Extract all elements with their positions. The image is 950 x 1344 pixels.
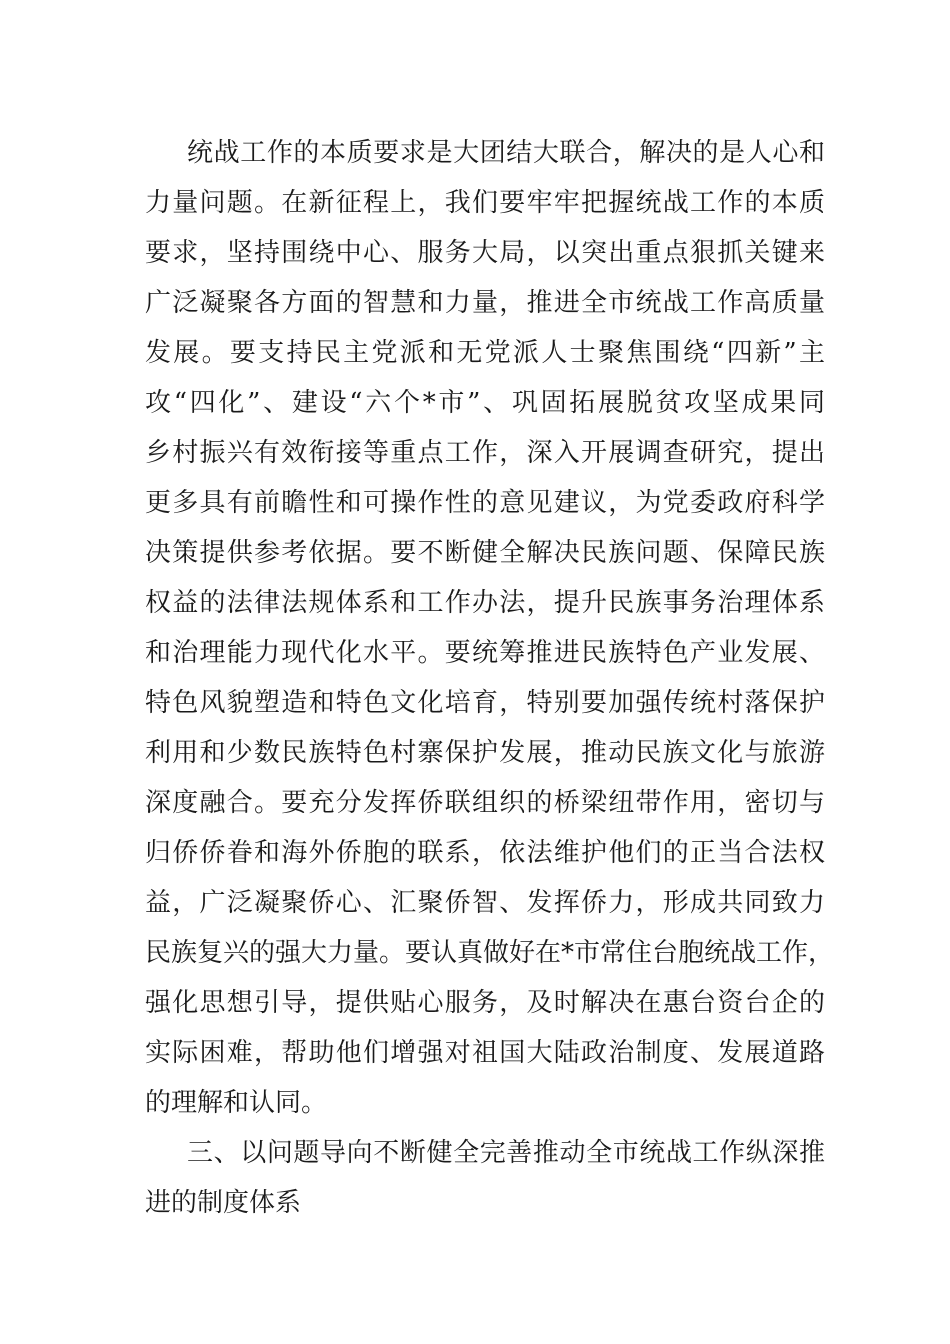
document-body bbox=[145, 128, 835, 1228]
heading-line: 进的制度体系 bbox=[145, 1188, 302, 1218]
text-line: 统战工作的本质要求是大团结大联合，解决的是人心和 bbox=[187, 138, 825, 168]
text-line: 深度融合。要充分发挥侨联组织的桥梁纽带作用，密切与 bbox=[145, 788, 825, 818]
heading-line: 三、以问题导向不断健全完善推动全市统战工作纵深推 bbox=[187, 1138, 825, 1168]
text-line: 民族复兴的强大力量。要认真做好在*市常住台胞统战工作， bbox=[145, 938, 835, 968]
text-line: 权益的法律法规体系和工作办法，提升民族事务治理体系 bbox=[145, 588, 825, 618]
text-line: 益，广泛凝聚侨心、汇聚侨智、发挥侨力，形成共同致力 bbox=[145, 888, 825, 918]
text-line: 决策提供参考依据。要不断健全解决民族问题、保障民族 bbox=[145, 538, 825, 568]
text-line: 乡村振兴有效衔接等重点工作，深入开展调查研究，提出 bbox=[145, 438, 825, 468]
text-line: 强化思想引导，提供贴心服务，及时解决在惠台资台企的 bbox=[145, 988, 825, 1018]
text-line: 特色风貌塑造和特色文化培育，特别要加强传统村落保护 bbox=[145, 688, 825, 718]
text-line: 利用和少数民族特色村寨保护发展，推动民族文化与旅游 bbox=[145, 738, 825, 768]
text-line: 广泛凝聚各方面的智慧和力量，推进全市统战工作高质量 bbox=[145, 288, 825, 318]
text-line: 更多具有前瞻性和可操作性的意见建议，为党委政府科学 bbox=[145, 488, 825, 518]
text-line: 发展。要支持民主党派和无党派人士聚焦围绕“四新”主 bbox=[145, 338, 825, 368]
text-line: 的理解和认同。 bbox=[145, 1088, 328, 1118]
section-heading-three bbox=[145, 1128, 825, 1228]
text-line: 要求，坚持围绕中心、服务大局，以突出重点狠抓关键来 bbox=[145, 238, 825, 268]
text-line: 和治理能力现代化水平。要统筹推进民族特色产业发展、 bbox=[145, 638, 825, 668]
text-line: 攻“四化”、建设“六个*市”、巩固拓展脱贫攻坚成果同 bbox=[145, 388, 825, 418]
text-line: 归侨侨眷和海外侨胞的联系，依法维护他们的正当合法权 bbox=[145, 838, 825, 868]
paragraph-unity-requirement bbox=[145, 128, 835, 1128]
text-line: 力量问题。在新征程上，我们要牢牢把握统战工作的本质 bbox=[145, 188, 825, 218]
text-line: 实际困难，帮助他们增强对祖国大陆政治制度、发展道路 bbox=[145, 1038, 825, 1068]
